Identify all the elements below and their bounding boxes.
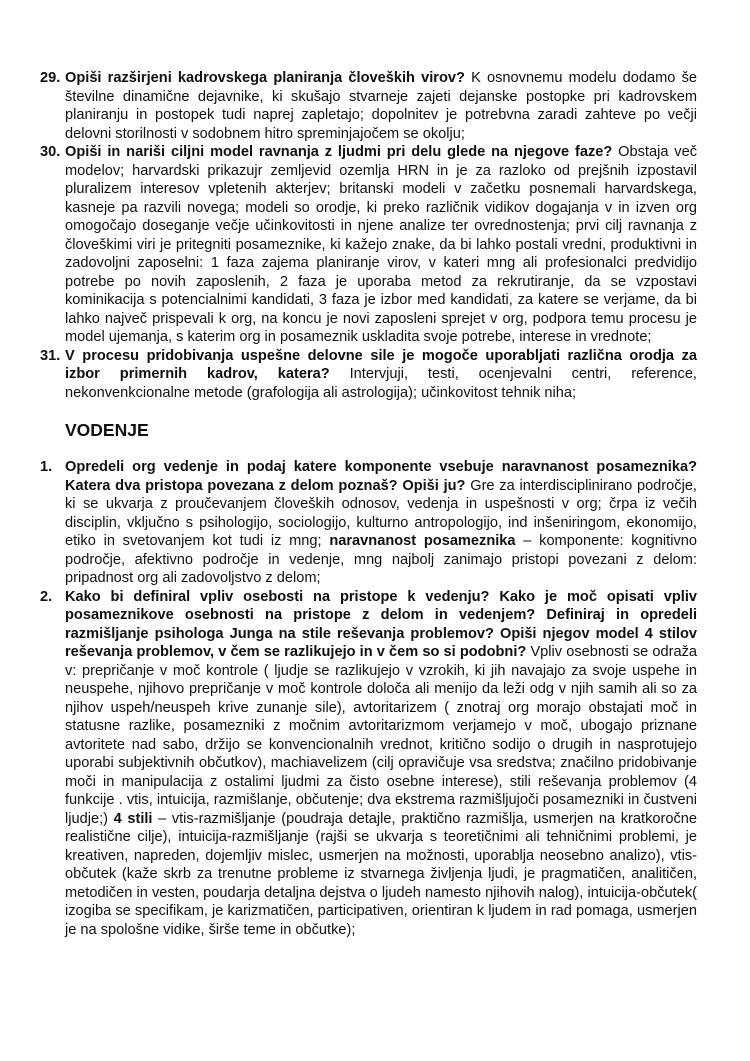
item-number: 1. (40, 459, 53, 475)
item-question: Opiši razširjeni kadrovskega planiranja človeških virov? (65, 70, 465, 86)
list-item-29 (40, 69, 697, 143)
list-item-2 (40, 588, 697, 940)
item-number: 29. (40, 70, 61, 86)
item-answer: Intervjuji, testi, ocenjevalni centri, reference, nekonvenkcionalne metode (grafologija ali astrologija); učinkovitost tehnik niha; (65, 366, 697, 401)
item-answer-continued: – komponente: kognitivno področje, afektivno področje in vedenje, mng najbolj zanimajo pristopi povezani z delom: pripadnost org ali zadovoljstvo z delom; (65, 533, 697, 586)
item-question: Opiši in nariši ciljni model ravnanja z ljudmi pri delu glede na njegove faze? (65, 144, 613, 160)
item-answer: Gre za interdisciplinirano področje, ki se ukvarja z proučevanjem človeških odnosov, vedenja in uspešnosti v org; črpa iz večih disciplin, vključno s psihologijo, sociologijo, kulturno antropologijo, ind inšeniringom, ekonomijo, etiko in svetovanjem kot tudi iz mng; (65, 477, 697, 549)
item-question: Kako bi definiral vpliv osebosti na pristope k vedenju? Kako je moč opisati vpliv posameznikove osebnosti na pristope z delom in vedenjem? Definiraj in opredeli razmišljanje psihologa Junga na stile reševanja problemov? Opiši njegov model 4 stilov reševanja problemov, v čem se razlikujejo in v čem so si podobni? (65, 588, 697, 660)
item-answer: Vpliv osebnosti se odraža v: prepričanje v moč kontrole ( ljudje se razlikujejo v vzrokih, ki jih navajajo za svoje uspehe in neuspehe, njihovo prepričanje v moč kontrole določa ali menijo da leži odg v njih samih ali so za njihov uspeh/neuspeh krive zunanje sile), avtoritarizem ( znotraj org morajo obstajati moč in statusne razlike, posamezniki z močnim avtoritarizmom verjamejo v moč, ubogajo priznane avtoritete nad sabo, držijo se konvencionalnih vrednot, kritično sodijo o drugih in nasprotujejo uporabi subjektivnih občutkov), machiavelizem (cilj opravičuje vsa sredstva; značilno pridobivanje moči in manipulacija z ostalimi ljudmi za čisto osebne interese), stili reševanja problemov (4 funkcije . vtis, intuicija, razmišlanje, občutenje; dva ekstrema razmišljujoči posamezniki in čustveni ljudje;) (65, 644, 697, 827)
item-question: Opredeli org vedenje in podaj katere komponente vsebuje naravnanost posameznika? Katera dva pristopa povezana z delom poznaš? Opiši ju? (65, 459, 697, 494)
item-question: V procesu pridobivanja uspešne delovne sile je mogoče uporabljati različna orodja za izbor primernih kadrov, katera? (65, 347, 697, 382)
item-answer: Obstaja več modelov; harvardski prikazujr zemljevid ozemlja HRN in je za razloko od prejšnih izpostavil pluralizem interesov vpletenih akterjev; britanski modeli v začetku posnemali harvardskega, kasneje pa razvili novega; modeli so orodje, ki preko različnik vidikov dogajanja v in izven org omogočajo doseganje večje učinkovitosti in njene analize ter ovrednostenja; prvi cilj ravnanja z človeškimi viri je pritegniti posameznike, ki kažejo znake, da bi lahko postali vredni, produktivni in zadovoljni zaposelni: 1 faza zajema planiranje virov, v kateri mng ali profesionalci predvidijo potrebe po novih zaposlenih, 2 faza je uporaba metod za rekrutiranje, da se vzpostavi kominikacija s potencialnimi kandidati, 3 faza je izbor med kandidati, za katere se verjame, da bi lahko največ prispevali k org, na koncu je novi zaposleni sprejet v org, podpora temu procesu je model ujemanja, s katerim org in posameznik uskladita svoje potrebe, interese in vrednote; (65, 144, 697, 345)
list-item-31 (40, 347, 697, 403)
item-number: 31. (40, 347, 61, 364)
list-item-30 (40, 143, 697, 347)
item-answer-emphasis: naravnanost posameznika (329, 533, 516, 549)
item-number: 2. (40, 588, 53, 605)
item-answer-emphasis: 4 stili (113, 810, 153, 827)
document-page (40, 69, 697, 939)
item-answer: K osnovnemu modelu dodamo še številne dinamične dejavnike, ki skušajo stvarneje zajeti dejanske postopke pri kadrovskem planiranju in postopek tudi naprej zapletajo; dopolnitev je potrebvna zaradi zahteve po večji delovni storilnosti v sodobnem hitro spreminjajočem se okolju; (65, 70, 697, 142)
item-answer-continued: – vtis-razmišljanje (poudraja detajle, praktično razmišlja, usmerjen na kratkoročne realistične cilje), intuicija-razmišljanje (rajši se ukvarja s teoretičnimi ali tehničnimi problemi, je kreativen, napreden, dojemljiv mislec, usmerjen na možnosti, uporablja neosebno analizo), vtis-občutek (kaže skrb za trenutne probleme iz stvarnega življenja ljudi, je pragmatičen, analitičen, metodičen in vesten, poudarja detaljna dejstva o ljudeh namesto njihovih nalog), intuicija-občutek( izogiba se specifikam, je karizmatičen, participativen, orientiran k ljudem in rad pomaga, usmerjen je na spološne vidike, širše teme in občutke); (65, 810, 697, 938)
section-heading: VODENJE (65, 420, 149, 440)
item-number: 30. (40, 144, 61, 160)
list-item-1 (40, 458, 697, 588)
